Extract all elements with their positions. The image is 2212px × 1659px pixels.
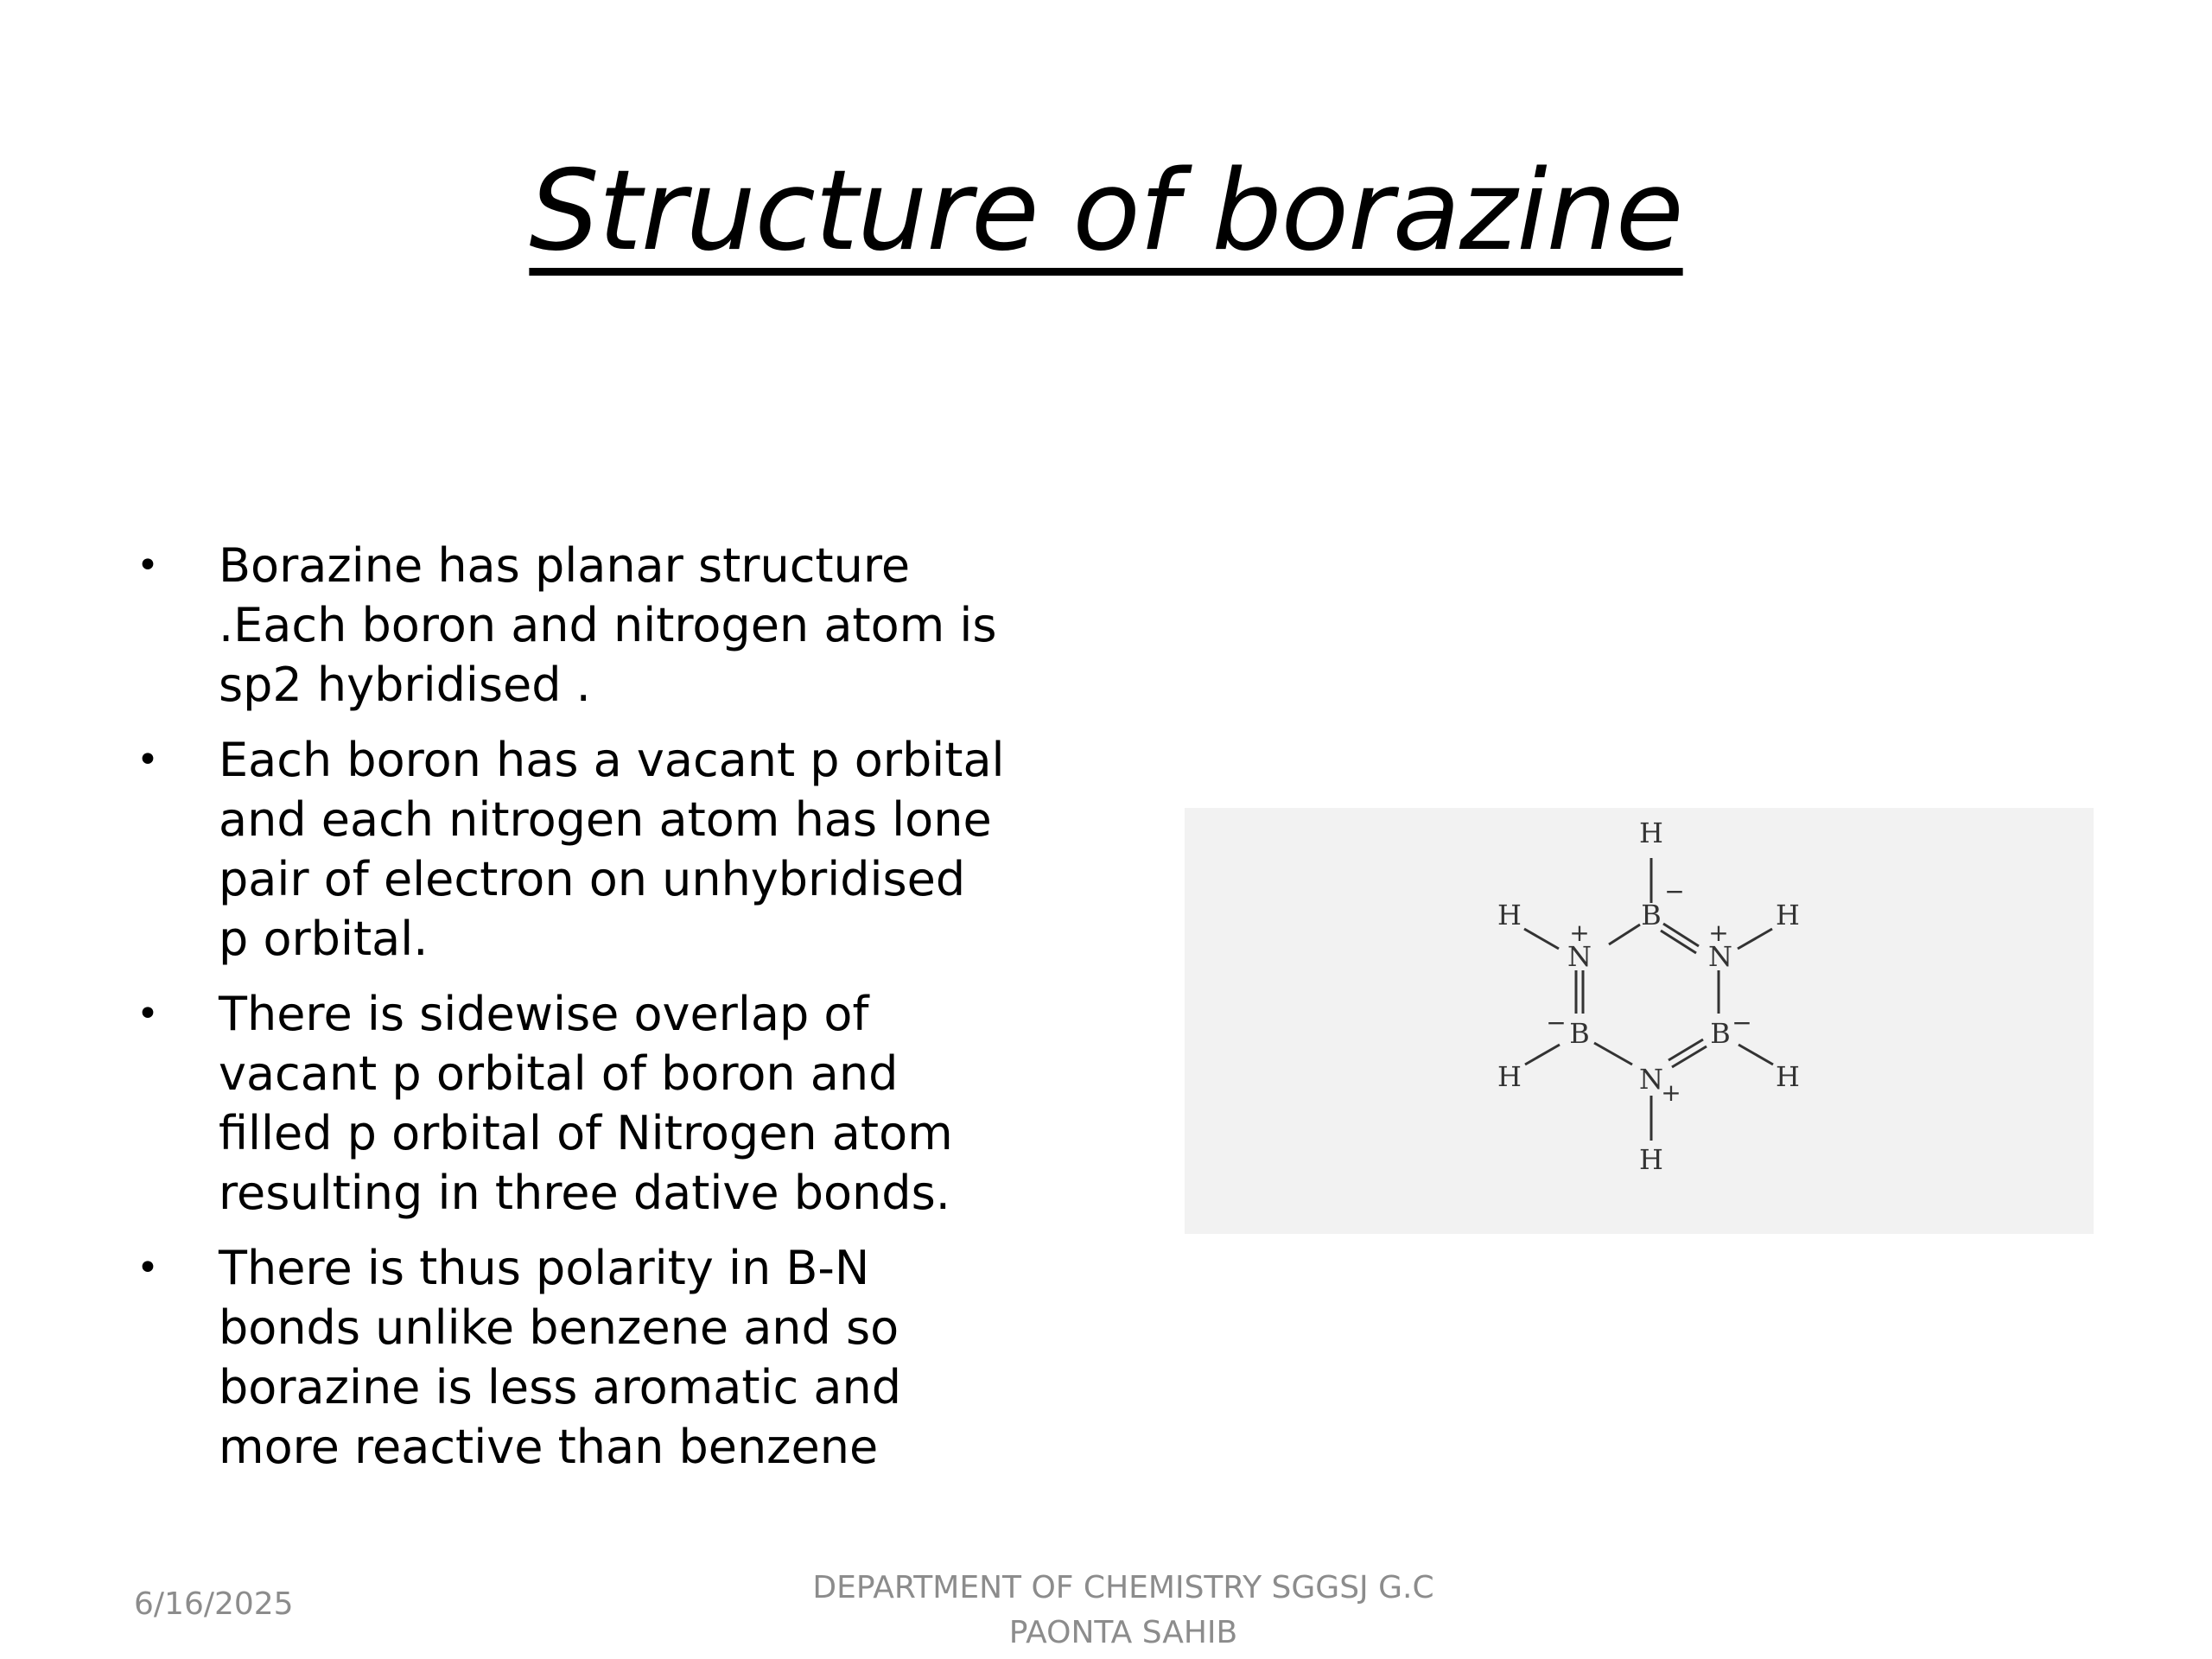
borazine-structure-figure: [1185, 808, 2094, 1234]
footer-date: 6/16/2025: [134, 1586, 294, 1622]
bullet-line: bonds unlike benzene and so: [219, 1300, 899, 1355]
bullet-item: [130, 984, 1071, 1223]
bullet-item: [130, 730, 1071, 969]
atom-b-bottom-left: B: [1569, 1017, 1590, 1050]
atom-h-left-top: H: [1497, 899, 1522, 931]
bullet-item: [130, 1238, 1071, 1477]
bullet-line: There is thus polarity in B-N: [219, 1241, 870, 1295]
bond-n-b-bottom-right-2: [1672, 1046, 1707, 1067]
footer-department-line2: PAONTA SAHIB: [1008, 1615, 1238, 1650]
bond-n-h-right-top: [1738, 929, 1772, 949]
bullet-dot: •: [137, 738, 159, 782]
atom-h-top: H: [1639, 817, 1663, 849]
atom-labels: [1497, 817, 1800, 1176]
atom-h-right-bottom: H: [1776, 1060, 1800, 1093]
atom-n-bottom: N: [1639, 1063, 1663, 1096]
footer-department: [691, 1566, 1555, 1656]
bond-b-n-top-left: [1609, 925, 1640, 944]
bond-n-b-bottom-right-1: [1669, 1039, 1703, 1060]
bullet-line: Each boron has a vacant p orbital: [219, 733, 1005, 787]
bullet-line: more reactive than benzene: [219, 1420, 879, 1474]
bullet-line: There is sidewise overlap of: [219, 987, 869, 1041]
atom-h-bottom: H: [1639, 1143, 1663, 1176]
atom-h-left-bottom: H: [1497, 1060, 1522, 1093]
atom-h-right-top: H: [1776, 899, 1800, 931]
bullet-line: filled p orbital of Nitrogen atom: [219, 1106, 953, 1160]
bullet-dot: •: [137, 1246, 159, 1290]
bullet-line: pair of electron on unhybridised: [219, 852, 966, 906]
bond-h-n-left-top: [1524, 929, 1559, 949]
slide-title-text: Structure of borazine: [529, 147, 1683, 276]
bullet-list: [130, 536, 1071, 1492]
charge-plus-n-top-left: +: [1569, 918, 1590, 947]
bullet-dot: •: [137, 992, 159, 1036]
bullet-line: Borazine has planar structure: [219, 538, 911, 593]
charge-plus-n-bottom: +: [1661, 1078, 1681, 1107]
bullet-line: .Each boron and nitrogen atom is: [219, 598, 997, 652]
atom-b-bottom-right: B: [1710, 1017, 1731, 1050]
atom-b-top: B: [1641, 899, 1662, 931]
atom-n-top-left: N: [1567, 940, 1592, 973]
bond-b-h-right-bottom: [1738, 1045, 1773, 1065]
bullet-line: sp2 hybridised .: [219, 658, 591, 712]
bullet-line: and each nitrogen atom has lone: [219, 792, 992, 847]
borazine-structure-diagram: [1185, 808, 2094, 1234]
bullet-dot: •: [137, 543, 159, 588]
charge-plus-n-top-right: +: [1708, 918, 1729, 947]
bullet-line: p orbital.: [219, 912, 429, 966]
bullet-line: resulting in three dative bonds.: [219, 1166, 950, 1220]
charge-minus-b-bottom-right: −: [1732, 1008, 1752, 1037]
slide-title: [0, 143, 2212, 281]
bullet-line: borazine is less aromatic and: [219, 1360, 901, 1414]
charge-minus-b-bottom-left: −: [1546, 1008, 1567, 1037]
atom-n-top-right: N: [1708, 940, 1732, 973]
bond-b-h-left-bottom: [1525, 1045, 1560, 1065]
bond-b-n-bottom-left: [1594, 1043, 1632, 1065]
bullet-line: vacant p orbital of boron and: [219, 1046, 899, 1101]
charge-minus-b-top: −: [1664, 877, 1685, 906]
bullet-item: [130, 536, 1071, 715]
footer-department-line1: DEPARTMENT OF CHEMISTRY SGGSJ G.C: [812, 1570, 1434, 1605]
